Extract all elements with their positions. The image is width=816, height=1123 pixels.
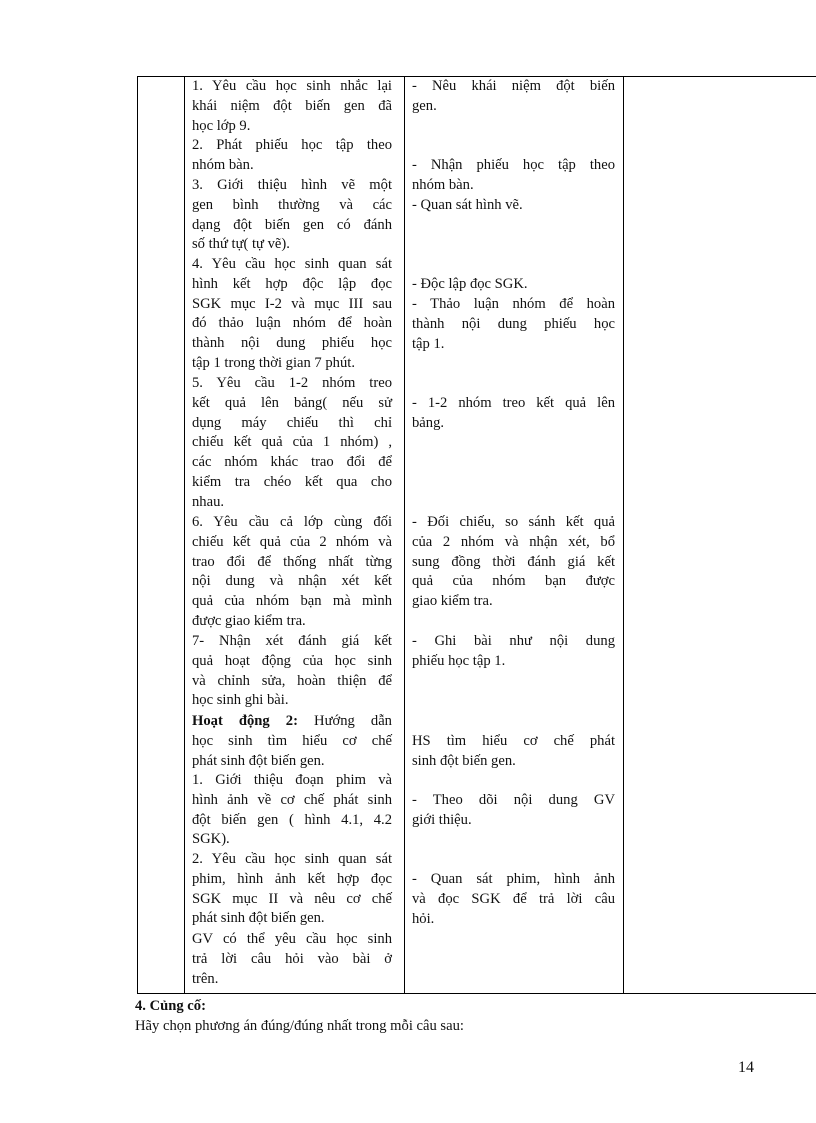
student-line: tập 1. xyxy=(412,335,445,352)
teacher-line: và chỉnh sửa, hoàn thiện để xyxy=(192,672,392,689)
teacher-paragraph xyxy=(189,930,395,989)
teacher-line: phát sinh đột biến gen. xyxy=(192,910,325,927)
teacher-paragraph xyxy=(189,77,395,136)
section-instruction: Hãy chọn phương án đúng/đúng nhất trong mỗi câu sau: xyxy=(135,1018,464,1034)
teacher-paragraph xyxy=(189,771,395,850)
student-paragraph xyxy=(409,513,618,612)
teacher-line: số thứ tự( tự vẽ). xyxy=(192,236,290,253)
teacher-line: 7- Nhận xét đánh giá kết xyxy=(192,633,392,649)
teacher-line: hình kết hợp độc lập đọc xyxy=(192,275,392,292)
student-line: - Thảo luận nhóm để hoàn xyxy=(412,296,615,312)
teacher-line: đột biến gen ( hình 4.1, 4.2 xyxy=(192,811,392,828)
teacher-paragraph xyxy=(189,255,395,374)
student-line: thành nội dung phiếu học xyxy=(412,315,615,332)
student-line: hỏi. xyxy=(412,910,435,927)
student-line: sinh đột biến gen. xyxy=(412,752,516,769)
student-line: sung đồng thời đánh giá kết xyxy=(412,553,615,570)
section-heading: 4. Củng cố: xyxy=(135,998,206,1014)
student-paragraph xyxy=(409,156,618,196)
teacher-line: 2. Yêu cầu học sinh quan sát xyxy=(192,851,392,867)
student-line: quả của nhóm bạn được xyxy=(412,573,615,590)
teacher-paragraph xyxy=(189,176,395,255)
teacher-line: nhau. xyxy=(192,493,225,510)
student-line: - Độc lập đọc SGK. xyxy=(412,276,528,292)
teacher-line: thành nội dung phiếu học xyxy=(192,335,392,352)
teacher-line: các nhóm khác trao đổi để xyxy=(192,454,392,471)
column-divider xyxy=(404,77,405,993)
teacher-line: tập 1 trong thời gian 7 phút. xyxy=(192,354,355,371)
teacher-line: quả của nhóm bạn mà mình xyxy=(192,593,392,610)
teacher-line: 2. Phát phiếu học tập theo xyxy=(192,137,392,153)
teacher-line: 6. Yêu cầu cả lớp cùng đối xyxy=(192,514,392,530)
student-paragraph xyxy=(409,77,618,117)
student-line: nhóm bàn. xyxy=(412,176,474,193)
teacher-line: phát sinh đột biến gen. xyxy=(192,752,325,769)
teacher-line: học sinh ghi bài. xyxy=(192,692,289,709)
teacher-paragraph xyxy=(189,513,395,632)
teacher-line: được giao kiểm tra. xyxy=(192,612,306,629)
student-paragraph xyxy=(409,275,618,295)
student-paragraph xyxy=(409,295,618,354)
teacher-paragraph xyxy=(189,712,395,771)
teacher-paragraph xyxy=(189,374,395,513)
teacher-line: chiếu kết quả của 2 nhóm và xyxy=(192,533,392,550)
teacher-line: chiếu kết quả của 1 nhóm) , xyxy=(192,434,392,451)
teacher-line: nhóm bàn. xyxy=(192,156,254,173)
student-line: - Theo dõi nội dung GV xyxy=(412,792,615,808)
teacher-line: trên. xyxy=(192,970,219,987)
teacher-line: SGK mục II và nêu cơ chế xyxy=(192,890,392,907)
teacher-line: dụng máy chiếu thì chỉ xyxy=(192,414,392,431)
student-paragraph xyxy=(409,394,618,434)
teacher-line: nội dung và nhận xét kết xyxy=(192,573,392,590)
lesson-table xyxy=(137,76,816,994)
student-paragraph xyxy=(409,196,618,216)
teacher-line: 1. Giới thiệu đoạn phim và xyxy=(192,772,392,788)
teacher-line: hình ảnh về cơ chế phát sinh xyxy=(192,791,392,808)
teacher-line: 5. Yêu cầu 1-2 nhóm treo xyxy=(192,375,392,391)
student-line: giao kiểm tra. xyxy=(412,593,493,610)
student-line: - 1-2 nhóm treo kết quả lên xyxy=(412,395,615,411)
student-line: - Quan sát phim, hình ảnh xyxy=(412,871,615,887)
student-paragraph xyxy=(409,791,618,831)
teacher-line: đó thảo luận nhóm để hoàn xyxy=(192,315,392,332)
student-paragraph xyxy=(409,632,618,672)
teacher-line: trao đổi để thống nhất từng xyxy=(192,553,392,570)
student-line: - Nhận phiếu học tập theo xyxy=(412,157,615,173)
teacher-line: SGK). xyxy=(192,831,230,848)
teacher-line: gen bình thường và các xyxy=(192,196,392,213)
student-line: HS tìm hiểu cơ chế phát xyxy=(412,733,615,749)
student-line: phiếu học tập 1. xyxy=(412,652,506,669)
student-line: bảng. xyxy=(412,414,445,431)
student-paragraph xyxy=(409,732,618,772)
student-line: của 2 nhóm và nhận xét, bổ xyxy=(412,533,615,550)
teacher-line: Hoạt động 2: Hướng dẫn xyxy=(192,713,392,729)
activity-heading: Hoạt động 2: xyxy=(192,713,298,729)
teacher-paragraph xyxy=(189,632,395,711)
student-line: và đọc SGK để trả lời câu xyxy=(412,890,615,907)
student-line: - Quan sát hình vẽ. xyxy=(412,197,523,213)
teacher-paragraph xyxy=(189,850,395,929)
teacher-line: học lớp 9. xyxy=(192,117,251,134)
teacher-paragraph xyxy=(189,136,395,176)
teacher-line: khái niệm đột biến gen đã xyxy=(192,97,392,114)
teacher-line: 1. Yêu cầu học sinh nhắc lại xyxy=(192,78,392,94)
teacher-line: SGK mục I-2 và mục III sau xyxy=(192,295,392,312)
teacher-line: trả lời câu hỏi vào bài ở xyxy=(192,950,392,967)
teacher-line: dạng đột biến gen có đánh xyxy=(192,216,392,233)
teacher-line: học sinh tìm hiểu cơ chế xyxy=(192,732,392,749)
student-line: giới thiệu. xyxy=(412,811,472,828)
teacher-line: quả hoạt động của học sinh xyxy=(192,652,392,669)
page-number: 14 xyxy=(738,1059,754,1076)
teacher-line: 3. Giới thiệu hình vẽ một xyxy=(192,177,392,193)
teacher-line: phim, hình ảnh kết hợp đọc xyxy=(192,870,392,887)
column-divider xyxy=(184,77,185,993)
teacher-line: 4. Yêu cầu học sinh quan sát xyxy=(192,256,392,272)
student-line: - Nêu khái niệm đột biến xyxy=(412,78,615,94)
student-line: - Đối chiếu, so sánh kết quả xyxy=(412,514,615,530)
teacher-line: kiểm tra chéo kết qua cho xyxy=(192,473,392,490)
student-line: - Ghi bài như nội dung xyxy=(412,633,615,649)
column-divider xyxy=(623,77,624,993)
student-paragraph xyxy=(409,870,618,929)
student-line: gen. xyxy=(412,97,437,114)
teacher-line: kết quả lên bảng( nếu sử xyxy=(192,394,392,411)
teacher-line: GV có thể yêu cầu học sinh xyxy=(192,931,392,947)
